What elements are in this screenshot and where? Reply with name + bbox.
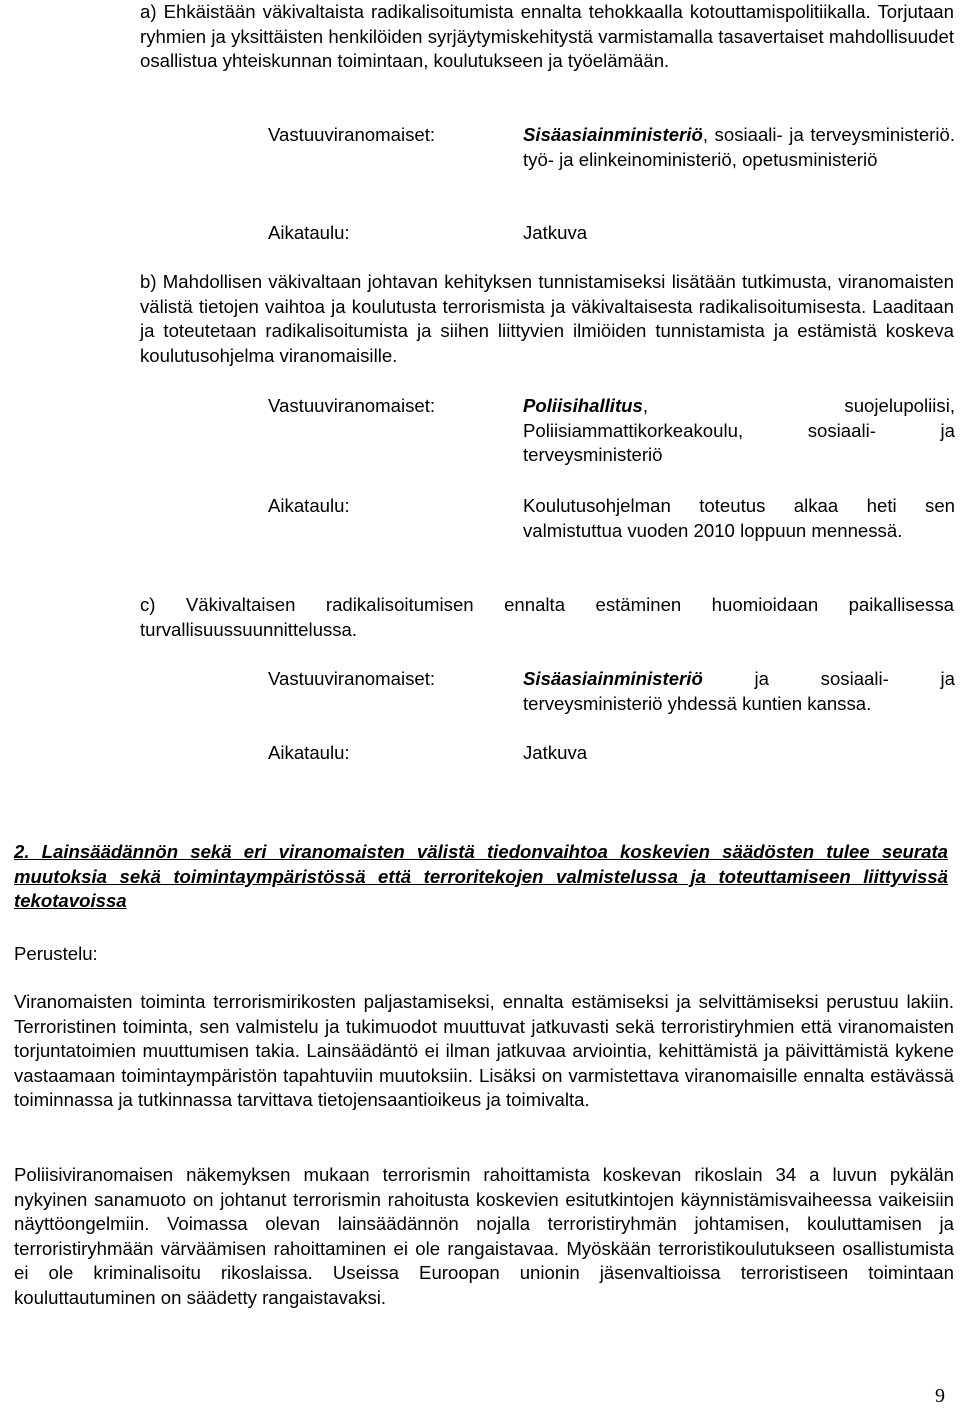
- paragraph-basis-1: Viranomaisten toiminta terrorismirikosten paljastamiseksi, ennalta estämiseksi ja selvittämiseksi perustuu lakiin. Terroristinen toiminta, sen valmistelu ja tukimuodot muuttuvat jatkuvasti sekä terroristiryhmien että viranomaisten torjuntatoimien muuttumisen takia. Lainsäädäntö ei ilman jatkuvaa arviointia, kehittämistä ja päivittämistä kykene vastaamaan toimintaympäristön tapahtuviin muutoksiin. Lisäksi on varmistettava viranomaisille ennalta estävässä toiminnassa ja tutkinnassa tarvittava tietojensaantioikeus ja toimivalta.: [14, 991, 954, 1111]
- paragraph-item-c: c) Väkivaltaisen radikalisoitumisen ennalta estäminen huomioidaan paikallisessa turvallisuussuunnittelussa.: [140, 594, 954, 640]
- responsibility-label: Vastuuviranomaiset:: [268, 395, 436, 416]
- responsibility-value: [523, 667, 955, 716]
- responsible-authority-lead: Poliisihallitus: [523, 395, 643, 416]
- schedule-value: Jatkuva: [523, 222, 588, 243]
- page-number: 9: [935, 1385, 945, 1407]
- paragraph-item-b: b) Mahdollisen väkivaltaan johtavan kehityksen tunnistamiseksi lisätään tutkimusta, viranomaisten välistä tietojen vaihtoa ja koulutusta terrorismista ja väkivaltaisesta radikalisoitumisesta. Laaditaan ja toteutetaan radikalisoitumista ja siihen liittyvien ilmiöiden tunnistamista ja estämistä koskeva koulutusohjelma viranomaisille.: [140, 271, 954, 366]
- schedule-value: Jatkuva: [523, 742, 588, 763]
- responsible-authority-lead: Sisäasiainministeriö: [523, 124, 703, 145]
- responsible-authorities-rest: , suojelupoliisi, Poliisiammattikorkeakoulu, sosiaali- ja terveysministeriö: [523, 395, 955, 466]
- schedule-value: Koulutusohjelman toteutus alkaa heti sen valmistuttua vuoden 2010 loppuun mennessä.: [523, 495, 955, 541]
- paragraph-basis-2: Poliisiviranomaisen näkemyksen mukaan terrorismin rahoittamista koskevan rikoslain 34 a luvun pykälän nykyinen sanamuoto on johtanut terrorismin rahoitusta koskevien esitutkintojen käynnistämisvaiheessa vaikeisiin näyttöongelmiin. Voimassa olevan lainsäädännön nojalla terroristiryhmän johtamisen, kouluttamisen ja terroristiryhmään värväämisen rahoittaminen ei ole rangaistavaa. Myöskään terroristikoulutukseen osallistumista ei ole kriminalisoitu rikoslaissa. Useissa Euroopan unionin jäsenvaltioissa terroristiseen toimintaan kouluttautuminen on säädetty rangaistavaksi.: [14, 1164, 954, 1308]
- responsible-authorities-rest: ja sosiaali- ja terveysministeriö yhdessä kuntien kanssa.: [523, 668, 955, 714]
- responsible-authorities-rest: , sosiaali- ja terveysministeriö. työ- ja elinkeinoministeriö, opetusministeriö: [523, 124, 955, 170]
- paragraph-item-a: a) Ehkäistään väkivaltaista radikalisoitumista ennalta tehokkaalla kotouttamispolitiikalla. Torjutaan ryhmien ja yksittäisten henkilöiden syrjäytymiskehitystä varmistamalla tasavertaiset mahdollisuudet osallistua yhteiskunnan toimintaan, koulutukseen ja työelämään.: [140, 1, 954, 72]
- responsibility-label: Vastuuviranomaiset:: [268, 668, 436, 689]
- responsibility-label: Vastuuviranomaiset:: [268, 124, 436, 145]
- schedule-label: Aikataulu:: [268, 495, 350, 516]
- responsibility-value: [523, 123, 955, 172]
- basis-label: Perustelu:: [14, 943, 98, 964]
- responsibility-value: [523, 394, 955, 468]
- schedule-label: Aikataulu:: [268, 222, 350, 243]
- responsible-authority-lead: Sisäasiainministeriö: [523, 668, 703, 689]
- section-heading: 2. Lainsäädännön sekä eri viranomaisten välistä tiedonvaihtoa koskevien säädösten tulee seurata muutoksia sekä toimintaympäristössä että terroritekojen valmistelussa ja toteuttamiseen liittyvissä tekotavoissa: [14, 841, 948, 912]
- schedule-label: Aikataulu:: [268, 742, 350, 763]
